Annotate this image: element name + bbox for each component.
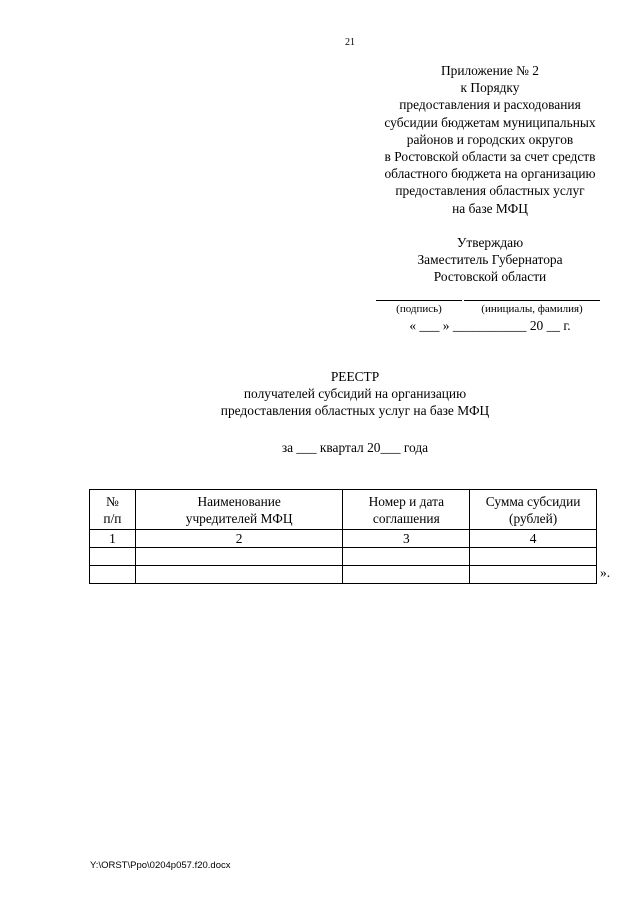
- appendix-line: к Порядку: [460, 80, 520, 96]
- table-cell: [135, 548, 343, 566]
- appendix-line: районов и городских округов: [406, 131, 574, 147]
- signature-caption: (подпись): [396, 303, 442, 315]
- table-cell: [470, 566, 597, 584]
- table-header-row: [90, 490, 597, 530]
- table-cell: [90, 566, 136, 584]
- column-header-number: № п/п: [90, 490, 136, 530]
- registry-title-block: [130, 368, 580, 420]
- table-cell: [343, 548, 470, 566]
- column-header-agreement: Номер и дата соглашения: [343, 490, 470, 530]
- name-caption: (инициалы, фамилия): [481, 303, 583, 315]
- appendix-heading-block: [340, 62, 640, 217]
- signature-line: [376, 300, 462, 301]
- appendix-line: в Ростовской области за счет средств: [384, 149, 596, 165]
- approval-line: Утверждаю: [456, 235, 524, 250]
- quarter-line: за ___ квартал 20___ года: [281, 440, 429, 455]
- registry-subtitle-line: получателей субсидий на организацию: [243, 386, 467, 402]
- table-cell: 2: [135, 530, 343, 548]
- table-cell: [135, 566, 343, 584]
- appendix-line: областного бюджета на организацию: [384, 166, 596, 182]
- registry-heading: РЕЕСТР: [330, 369, 380, 384]
- approval-block: [340, 234, 640, 286]
- table-cell: 3: [343, 530, 470, 548]
- appendix-line: предоставления областных услуг: [395, 183, 585, 199]
- closing-quote-mark: ».: [600, 565, 611, 580]
- name-line: [464, 300, 600, 301]
- appendix-line: предоставления и расходования: [399, 97, 581, 113]
- appendix-line: Приложение № 2: [440, 63, 540, 78]
- approval-line: Ростовской области: [433, 269, 547, 285]
- column-header-founders: Наименование учредителей МФЦ: [135, 490, 343, 530]
- table-row: [90, 548, 597, 566]
- table-cell: [90, 548, 136, 566]
- page-number: 21: [345, 37, 355, 48]
- appendix-line: субсидии бюджетам муниципальных: [384, 114, 596, 130]
- registry-subtitle-line: предоставления областных услуг на базе МФЦ: [220, 403, 490, 419]
- table-cell: [470, 548, 597, 566]
- table-row: [90, 530, 597, 548]
- approval-line: Заместитель Губернатора: [417, 252, 563, 268]
- table-row: [90, 566, 597, 584]
- appendix-line: на базе МФЦ: [452, 200, 528, 216]
- approval-date-line: « ___ » ___________ 20 __ г.: [409, 318, 571, 333]
- footer-file-path: Y:\ORST\Ppo\0204p057.f20.docx: [90, 860, 231, 871]
- table-cell: 1: [90, 530, 136, 548]
- column-header-subsidy-amount: Сумма субсидии (рублей): [470, 490, 597, 530]
- table-cell: 4: [470, 530, 597, 548]
- table-cell: [343, 566, 470, 584]
- registry-table: [89, 489, 597, 584]
